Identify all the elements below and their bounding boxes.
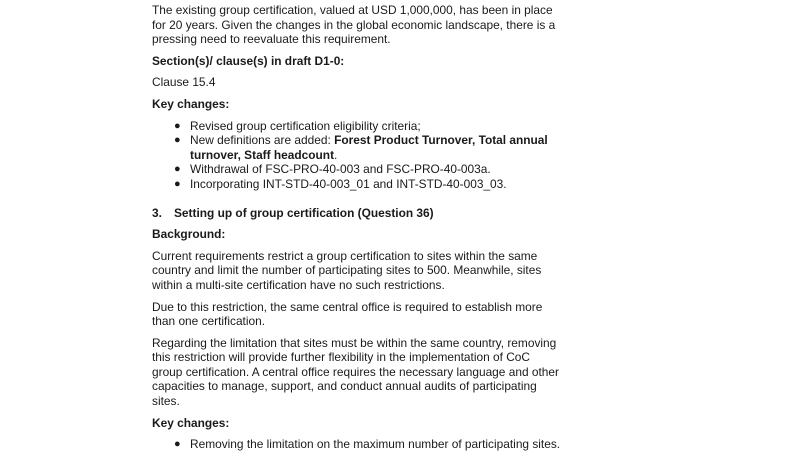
intro-paragraph: The existing group certification, valued at USD 1,000,000, has been in place for 20 years. Given the changes in the global economic landscape, there is a pressing need to reevaluate this requirement. — [152, 3, 556, 47]
background-label: Background: — [152, 227, 226, 242]
list-item: ● Incorporating INT-STD-40-003_01 and INT-STD-40-003_03. — [174, 176, 507, 191]
bullet-icon: ● — [174, 119, 181, 132]
bullet-icon: ● — [174, 177, 181, 190]
bullet-icon: ● — [174, 134, 181, 147]
section-clause-value: Clause 15.4 — [152, 75, 216, 90]
section-number: 3. — [152, 205, 162, 220]
background-paragraph: Regarding the limitation that sites must be within the same country, removing this restriction will provide further flexibility in the implementation of CoC group certification. A central office requires the necessary language and other capacities to manage, support, and conduct annual audits of participating sites. — [152, 335, 559, 409]
definitions-bold: Forest Product Turnover, Total annual turnover, Staff headcount — [190, 133, 548, 162]
section-heading — [152, 206, 562, 221]
key-changes-label: Key changes: — [152, 415, 230, 430]
key-changes-list — [152, 119, 562, 192]
section-clause-label: Section(s)/ clause(s) in draft D1-0: — [152, 53, 345, 68]
list-item: ● Withdrawal of FSC-PRO-40-003 and FSC-PRO-40-003a. — [174, 162, 491, 177]
list-item: ● New definitions are added: Forest Product Turnover, Total annual turnover, Staff headcount. — [174, 133, 548, 162]
document-page — [152, 3, 562, 459]
background-paragraph: Current requirements restrict a group certification to sites within the same country and limit the number of participating sites to 500. Meanwhile, sites within a multi-site certification have no such restrictions. — [152, 248, 542, 292]
section-title: Setting up of group certification (Question 36) — [174, 205, 434, 220]
bullet-icon: ● — [174, 438, 181, 451]
list-item: ● Revised group certification eligibility criteria; — [174, 118, 421, 133]
background-paragraph: Due to this restriction, the same central office is required to establish more than one certification. — [152, 299, 543, 329]
key-changes-label: Key changes: — [152, 96, 230, 111]
list-item: ● Removing the limitation on the maximum number of participating sites. — [174, 437, 561, 452]
bullet-icon: ● — [174, 163, 181, 176]
